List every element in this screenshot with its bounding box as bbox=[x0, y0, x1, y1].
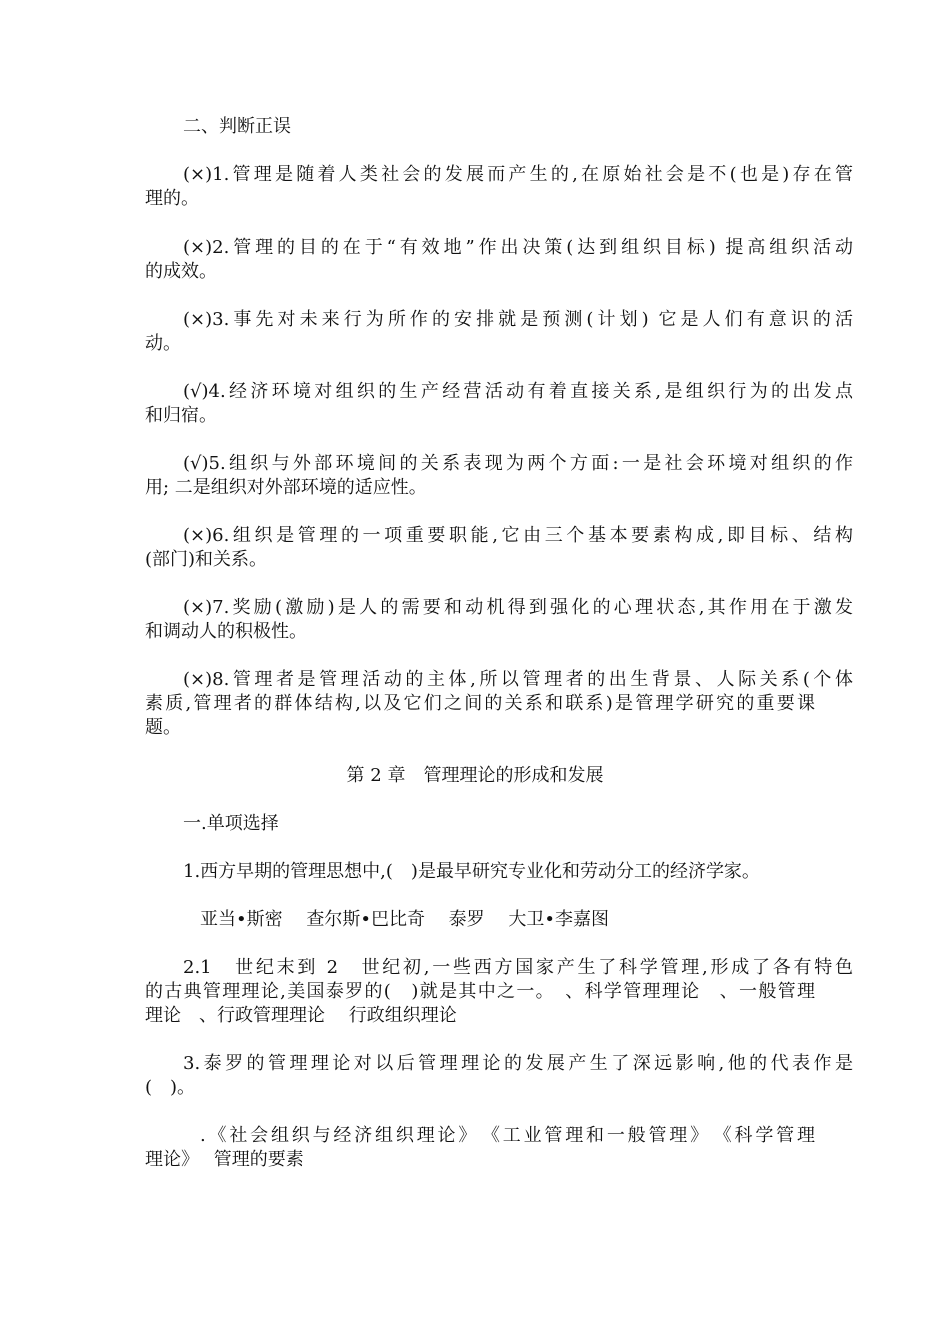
judgment-4-line-1: (√)4.经济环境对组织的生产经营活动有着直接关系,是组织行为的出发点 bbox=[183, 381, 853, 402]
question-3-options-line-1: .《社会组织与经济组织理论》 《工业管理和一般管理》 《科学管理 bbox=[200, 1125, 815, 1146]
judgment-8-line-1: (×)8.管理者是管理活动的主体,所以管理者的出生背景、人际关系(个体 bbox=[183, 669, 853, 690]
question-1-options: 亚当•斯密 查尔斯•巴比奇 泰罗 大卫•李嘉图 bbox=[200, 909, 610, 930]
subsection-title: 一.单项选择 bbox=[183, 813, 279, 834]
judgment-8-line-3: 题。 bbox=[145, 717, 181, 738]
judgment-1-line-2: 理的。 bbox=[145, 188, 199, 209]
judgment-4-line-2: 和归宿。 bbox=[145, 405, 217, 426]
section-title: 二、判断正误 bbox=[183, 116, 291, 137]
question-2-line-3: 理论 、行政管理理论 行政组织理论 bbox=[145, 1005, 457, 1026]
judgment-1-line-1: (×)1.管理是随着人类社会的发展而产生的,在原始社会是不(也是)存在管 bbox=[183, 164, 853, 185]
judgment-6-line-2: (部门)和关系。 bbox=[145, 549, 268, 570]
question-2-line-2: 的古典管理理论,美国泰罗的( )就是其中之一。 、科学管理理论 、一般管理 bbox=[145, 981, 815, 1002]
judgment-2-line-1: (×)2.管理的目的在于“有效地”作出决策(达到组织目标) 提高组织活动 bbox=[183, 237, 853, 258]
question-1-text: 1.西方早期的管理思想中,( )是最早研究专业化和劳动分工的经济学家。 bbox=[183, 861, 760, 882]
judgment-8-line-2: 素质,管理者的群体结构,以及它们之间的关系和联系)是管理学研究的重要课 bbox=[145, 693, 815, 714]
judgment-7-line-2: 和调动人的积极性。 bbox=[145, 621, 307, 642]
judgment-5-line-1: (√)5.组织与外部环境间的关系表现为两个方面:一是社会环境对组织的作 bbox=[183, 453, 853, 474]
judgment-7-line-1: (×)7.奖励(激励)是人的需要和动机得到强化的心理状态,其作用在于激发 bbox=[183, 597, 853, 618]
judgment-3-line-2: 动。 bbox=[145, 333, 181, 354]
judgment-5-line-2: 用; 二是组织对外部环境的适应性。 bbox=[145, 477, 427, 498]
judgment-2-line-2: 的成效。 bbox=[145, 261, 217, 282]
judgment-6-line-1: (×)6.组织是管理的一项重要职能,它由三个基本要素构成,即目标、结构 bbox=[183, 525, 853, 546]
judgment-3-line-1: (×)3.事先对未来行为所作的安排就是预测(计划) 它是人们有意识的活 bbox=[183, 309, 853, 330]
question-3-line-1: 3.泰罗的管理理论对以后管理理论的发展产生了深远影响,他的代表作是 bbox=[183, 1053, 853, 1074]
chapter-title: 第 2 章 管理理论的形成和发展 bbox=[346, 765, 604, 786]
question-2-line-1: 2.1 世纪末到 2 世纪初,一些西方国家产生了科学管理,形成了各有特色 bbox=[183, 957, 853, 978]
question-3-options-line-2: 理论》 管理的要素 bbox=[145, 1149, 304, 1170]
question-3-line-2: ( )。 bbox=[145, 1077, 196, 1098]
